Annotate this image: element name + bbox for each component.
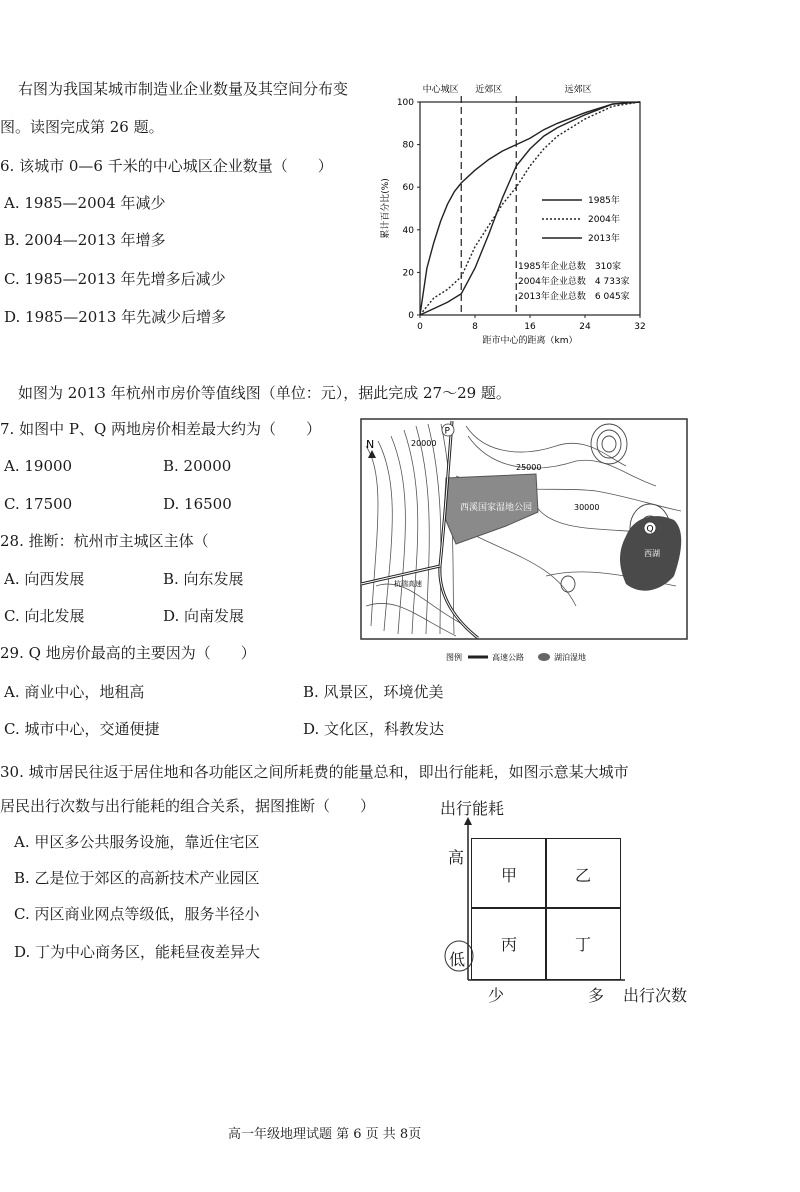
enterprise-total-annotation: 2013年企业总数 6 045家 xyxy=(518,292,630,302)
quadrant-yi xyxy=(545,838,621,909)
zone-label: 远郊区 xyxy=(564,85,592,95)
zone-label: 近郊区 xyxy=(475,85,503,95)
x-tick-label: 8 xyxy=(472,322,478,332)
q29-option-a: A. 商业中心，地租高 xyxy=(4,683,145,701)
q29-option-c: C. 城市中心，交通便捷 xyxy=(4,720,160,738)
enterprise-total-annotation: 2004年企业总数 4 733家 xyxy=(518,277,630,287)
diagram-high-label: 高 xyxy=(448,848,465,867)
map-legend-wetland: 湖泊湿地 xyxy=(554,653,586,662)
y-axis-label: 累计百分比(%) xyxy=(381,178,391,239)
q26-stem: 6. 该城市 0—6 千米的中心城区企业数量（ ） xyxy=(0,157,333,175)
q30-option-b: B. 乙是位于郊区的高新技术产业园区 xyxy=(14,869,260,887)
q26-option-d: D. 1985—2013 年先减少后增多 xyxy=(4,308,227,326)
q29-option-d: D. 文化区，科教发达 xyxy=(303,720,445,738)
quadrant-bing xyxy=(471,907,547,980)
diagram-many-label: 多 xyxy=(588,986,605,1005)
legend-entry: 2004年 xyxy=(588,215,620,225)
y-tick-label: 0 xyxy=(408,311,414,321)
y-tick-label: 40 xyxy=(402,225,414,236)
point-q-label: Q xyxy=(646,524,654,535)
x-axis-label: 距市中心的距离（km） xyxy=(482,336,578,346)
west-lake-label: 西湖 xyxy=(644,549,660,558)
q28-option-d: D. 向南发展 xyxy=(163,607,245,625)
q27-stem: 7. 如图中 P、Q 两地房价相差最大约为（ ） xyxy=(0,420,322,438)
q30-stem-line2: 居民出行次数与出行能耗的组合关系，据图推断（ ） xyxy=(0,797,376,815)
q27-29-intro: 如图为 2013 年杭州市房价等值线图（单位：元），据此完成 27～29 题。 xyxy=(18,384,511,402)
map-legend-road: 高速公路 xyxy=(492,653,524,662)
x-tick-label: 0 xyxy=(417,322,423,332)
zone-label: 中心城区 xyxy=(422,85,459,95)
legend-entry: 1985年 xyxy=(588,196,620,206)
quadrant-bing-label: 丙 xyxy=(501,935,518,954)
x-tick-label: 16 xyxy=(524,322,536,332)
q28-stem: 28. 推断：杭州市主城区主体（ xyxy=(0,532,209,550)
q29-stem: 29. Q 地房价最高的主要因为（ ） xyxy=(0,644,256,662)
contour-label-20000: 20000 xyxy=(411,439,437,448)
q30-option-a: A. 甲区多公共服务设施，靠近住宅区 xyxy=(14,833,260,851)
q27-option-a: A. 19000 xyxy=(4,457,73,475)
page-footer: 高一年级地理试题 第 6 页 共 8页 xyxy=(228,1127,422,1142)
wetland-label: 西溪国家湿地公园 xyxy=(460,503,533,513)
diagram-few-label: 少 xyxy=(488,986,505,1005)
enterprise-total-annotation: 1985年企业总数 310家 xyxy=(518,262,622,272)
quadrant-ding xyxy=(545,907,621,980)
y-tick-label: 20 xyxy=(402,268,414,279)
quadrant-ding-label: 丁 xyxy=(575,935,592,954)
x-tick-label: 32 xyxy=(634,322,646,332)
q27-option-b: B. 20000 xyxy=(163,457,232,475)
q30-stem-line1: 30. 城市居民往返于居住地和各功能区之间所耗费的能量总和，即出行能耗，如图示意某大城市 xyxy=(0,763,629,781)
hangzhou-house-price-map xyxy=(356,416,692,666)
q26-option-a: A. 1985—2004 年减少 xyxy=(4,194,166,212)
q28-option-a: A. 向西发展 xyxy=(4,570,85,588)
q30-option-c: C. 丙区商业网点等级低，服务半径小 xyxy=(14,905,260,923)
q27-option-c: C. 17500 xyxy=(4,495,73,513)
q27-option-d: D. 16500 xyxy=(163,495,232,513)
q30-option-d: D. 丁为中心商务区，能耗昼夜差异大 xyxy=(14,943,261,961)
y-tick-label: 60 xyxy=(402,183,414,194)
q26-option-b: B. 2004—2013 年增多 xyxy=(4,231,166,249)
quadrant-jia-label: 甲 xyxy=(501,866,518,885)
quadrant-jia xyxy=(471,838,547,909)
y-tick-label: 80 xyxy=(402,140,414,151)
point-p-label: P xyxy=(444,426,450,437)
cumulative-enterprise-chart xyxy=(368,76,668,356)
x-tick-label: 24 xyxy=(579,322,591,332)
q26-intro-line1: 右图为我国某城市制造业企业数量及其空间分布变 xyxy=(18,80,349,98)
contour-label-25000: 25000 xyxy=(516,463,542,472)
q26-option-c: C. 1985—2013 年先增多后减少 xyxy=(4,270,226,288)
north-arrow-label: N xyxy=(366,438,375,451)
contour-label-30000: 30000 xyxy=(574,503,600,512)
q26-intro-line2: 图。读图完成第 26 题。 xyxy=(0,118,164,136)
diagram-low-label: 低 xyxy=(449,950,466,969)
quadrant-yi-label: 乙 xyxy=(575,866,592,885)
highway-label: 杭瑞高速 xyxy=(394,580,422,588)
map-legend-title: 图例 xyxy=(446,653,462,662)
legend-entry: 2013年 xyxy=(588,234,620,244)
legend-wetland-swatch xyxy=(538,653,550,661)
q28-option-c: C. 向北发展 xyxy=(4,607,85,625)
diagram-y-axis-label: 出行能耗 xyxy=(440,799,505,818)
y-tick-label: 100 xyxy=(396,98,414,108)
q29-option-b: B. 风景区，环境优美 xyxy=(303,683,444,701)
q28-option-b: B. 向东发展 xyxy=(163,570,244,588)
diagram-x-axis-label: 出行次数 xyxy=(623,986,688,1005)
